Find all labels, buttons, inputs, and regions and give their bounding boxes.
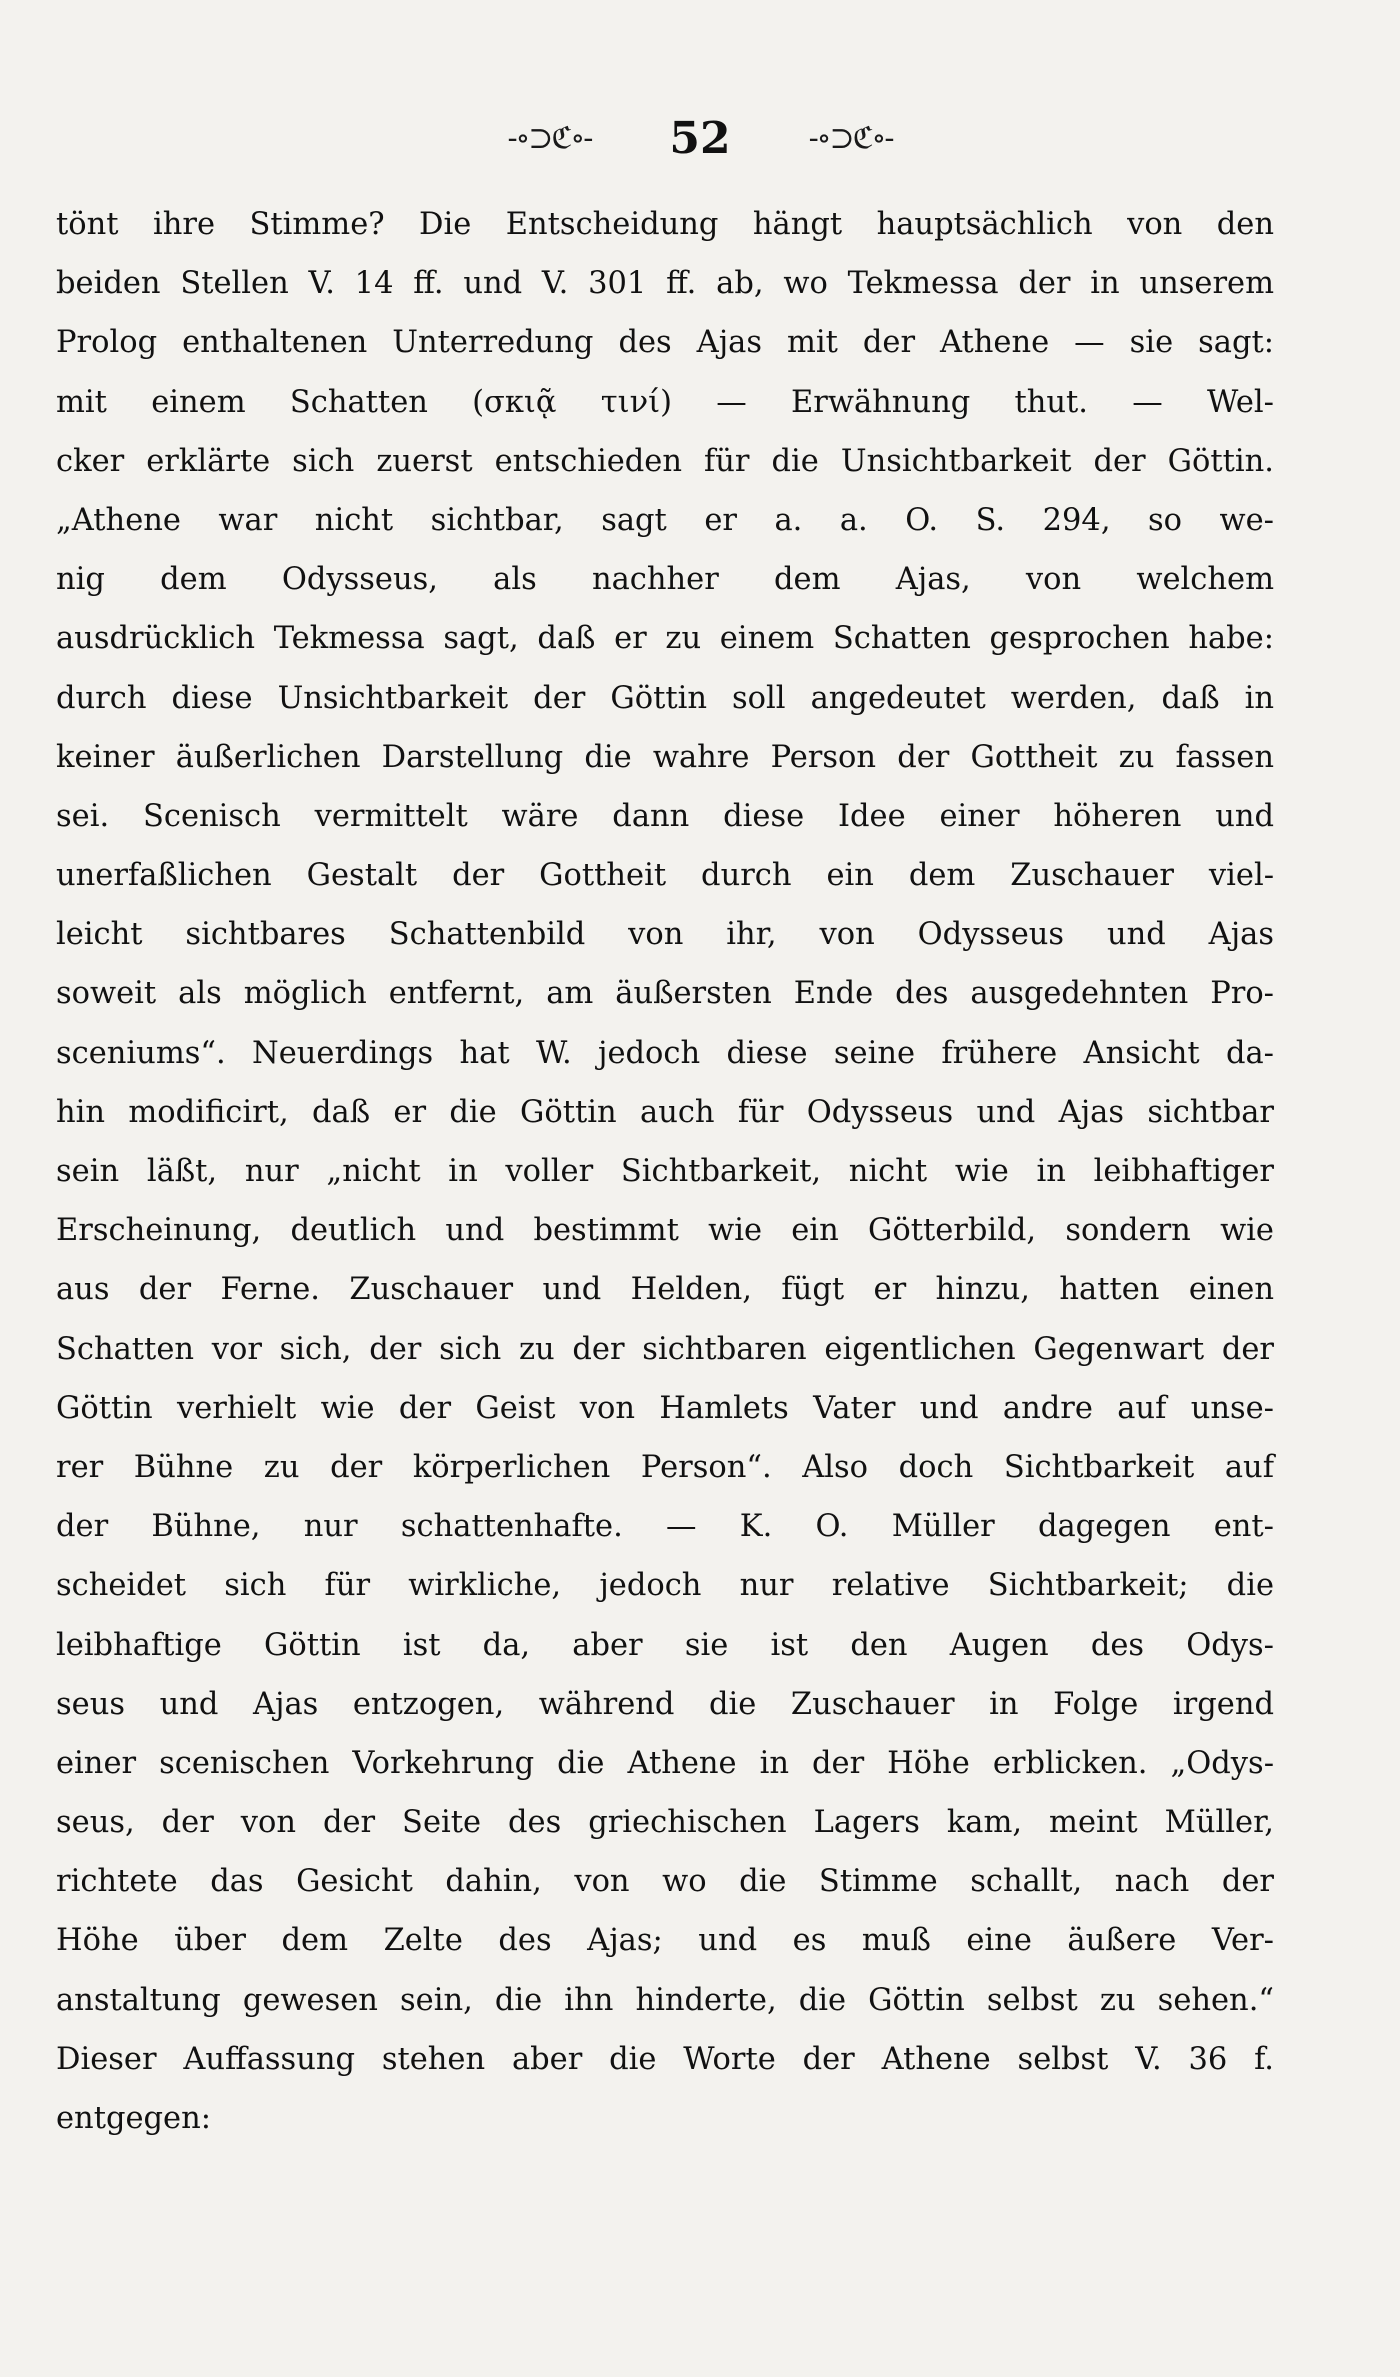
text-line: „Athene war nicht sichtbar, sagt er a. a. O. S. 294, so we-: [56, 502, 1274, 538]
text-line: Dieser Auffassung stehen aber die Worte der Athene selbst V. 36 f.: [56, 2041, 1274, 2077]
body-text: [56, 195, 1274, 2148]
text-line: sceniums“. Neuerdings hat W. jedoch diese seine frühere Ansicht da-: [56, 1035, 1274, 1071]
text-line: rer Bühne zu der körperlichen Person“. Also doch Sichtbarkeit auf: [56, 1449, 1274, 1485]
text-line: Schatten vor sich, der sich zu der sichtbaren eigentlichen Gegenwart der: [56, 1331, 1274, 1367]
text-line: unerfaßlichen Gestalt der Gottheit durch ein dem Zuschauer viel-: [56, 858, 1274, 894]
text-line: einer scenischen Vorkehrung die Athene in der Höhe erblicken. „Odys-: [56, 1745, 1274, 1781]
text-line: nig dem Odysseus, als nachher dem Ajas, von welchem: [56, 562, 1274, 598]
text-line: Göttin verhielt wie der Geist von Hamlets Vater und andre auf unse-: [56, 1390, 1274, 1426]
text-line: entgegen:: [56, 2101, 212, 2136]
page-number: 52: [669, 112, 731, 164]
text-line: beiden Stellen V. 14 ff. und V. 301 ff. ab, wo Tekmessa der in unserem: [56, 266, 1274, 302]
text-line: Prolog enthaltenen Unterredung des Ajas mit der Athene — sie sagt:: [56, 325, 1274, 361]
text-line: seus, der von der Seite des griechischen Lagers kam, meint Müller,: [56, 1805, 1274, 1841]
text-line: leibhaftige Göttin ist da, aber sie ist den Augen des Odys-: [56, 1627, 1274, 1663]
page-header: [0, 108, 1400, 168]
text-line: Erscheinung, deutlich und bestimmt wie ein Götterbild, sondern wie: [56, 1213, 1274, 1249]
text-line: anstaltung gewesen sein, die ihn hinderte, die Göttin selbst zu sehen.“: [56, 1982, 1274, 2018]
text-line: sei. Scenisch vermittelt wäre dann diese Idee einer höheren und: [56, 798, 1274, 834]
text-line: tönt ihre Stimme? Die Entscheidung hängt hauptsächlich von den: [56, 207, 1274, 242]
text-line: scheidet sich für wirkliche, jedoch nur relative Sichtbarkeit; die: [56, 1568, 1274, 1604]
text-line: keiner äußerlichen Darstellung die wahre Person der Gottheit zu fassen: [56, 739, 1274, 775]
text-line: Höhe über dem Zelte des Ajas; und es muß eine äußere Ver-: [56, 1923, 1274, 1959]
text-line: durch diese Unsichtbarkeit der Göttin soll angedeutet werden, daß in: [56, 680, 1274, 716]
text-line: ausdrücklich Tekmessa sagt, daß er zu einem Schatten gesprochen habe:: [56, 621, 1274, 657]
text-line: richtete das Gesicht dahin, von wo die Stimme schallt, nach der: [56, 1864, 1274, 1900]
text-line: seus und Ajas entzogen, während die Zuschauer in Folge irgend: [56, 1686, 1274, 1722]
text-line: leicht sichtbares Schattenbild von ihr, von Odysseus und Ajas: [56, 917, 1274, 953]
right-ornament: -∘⊃ℭ∘-: [808, 120, 893, 156]
text-line: aus der Ferne. Zuschauer und Helden, fügt er hinzu, hatten einen: [56, 1272, 1274, 1308]
text-line: mit einem Schatten (σκιᾷ τινί) — Erwähnung thut. — Wel-: [56, 384, 1274, 420]
left-ornament: -∘⊃ℭ∘-: [507, 120, 592, 156]
text-line: hin modificirt, daß er die Göttin auch für Odysseus und Ajas sichtbar: [56, 1094, 1274, 1130]
text-line: cker erklärte sich zuerst entschieden für die Unsichtbarkeit der Göttin.: [56, 443, 1274, 479]
text-line: der Bühne, nur schattenhafte. — K. O. Müller dagegen ent-: [56, 1509, 1274, 1545]
text-line: sein läßt, nur „nicht in voller Sichtbarkeit, nicht wie in leibhaftiger: [56, 1154, 1274, 1189]
text-line: soweit als möglich entfernt, am äußersten Ende des ausgedehnten Pro-: [56, 976, 1274, 1012]
